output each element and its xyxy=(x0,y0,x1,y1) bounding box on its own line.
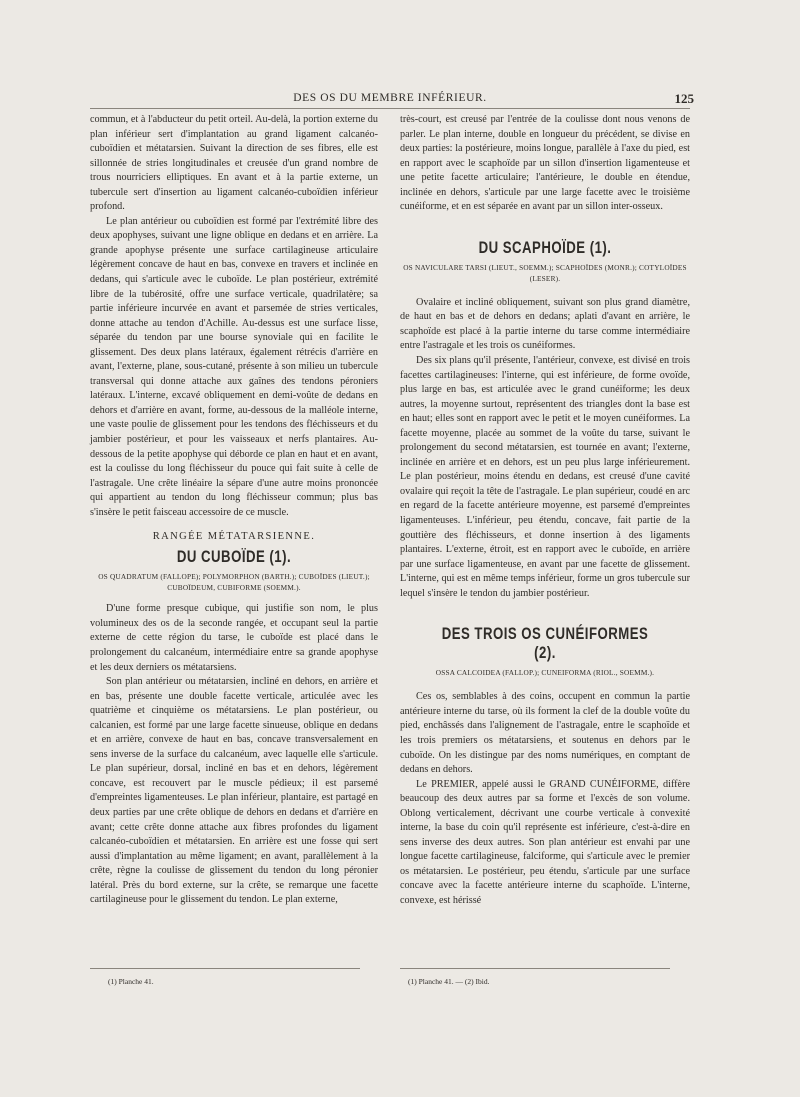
paragraph: Ces os, semblables à des coins, occupent en commun la partie antérieure interne du tarse, où ils forment la clef de la double voûte du pied, enchâssés dans l'alignement de l'astragale, entre le scaphoïde et les trois premiers os métatarsiens, et soutenus en dehors par le cuboïde. On les distingue par des noms numériques, en comptant de dedans en dehors. xyxy=(400,691,690,776)
synonyms-cuneiformes: OSSA CALCOIDEA (FALLOP.); CUNEIFORMA (RIOL., SOEMM.). xyxy=(435,668,655,678)
right-column xyxy=(400,113,690,909)
section-heading-cuneiformes: DES TROIS OS CUNÉIFORMES (2). xyxy=(441,625,649,663)
page-number: 125 xyxy=(674,91,694,106)
paragraph: Ovalaire et incliné obliquement, suivant son plus grand diamètre, de haut en bas et de dehors en dedans; aplati d'avant en arrière, le scaphoïde est placé à la partie interne du tarse comme intermédiaire entre l'astragale et les trois os cunéiformes. xyxy=(400,296,690,352)
paragraph: très-court, est creusé par l'entrée de la coulisse dont nous venons de parler. Le plan interne, double en longueur du précédent, se divise en deux parties: la postérieure, moins longue, parallèle à l'axe du pied, est en rapport avec le scaphoïde par un sillon d'insertion ligamenteuse et une petite facette articulaire; l'antérieure, le double en étendue, inclinée en dehors, s'articule par une large facette avec le troisième cunéiforme, et en est séparée en avant par un sillon inter-osseux. xyxy=(400,114,690,213)
footnote-rule-right xyxy=(400,968,670,969)
synonyms-cuboide: OS QUADRATUM (FALLOPE); POLYMORPHON (BARTH.); CUBOÏDES (LIEUT.); CUBOÏDEUM, CUBIFORME (SOEMM.). xyxy=(98,572,370,593)
paragraph: Le plan antérieur ou cuboïdien est formé par l'extrémité libre des deux apophyses, suivant une ligne oblique en dedans et en arrière. La grande apophyse présente une surface cartilagineuse articulaire légèrement concave de haut en bas, convexe en travers et inclinée en dedans, qui s'articule avec le cuboïde. Le plan postérieur, extrémité libre de la tubérosité, offre une surface verticale, quadrilatère; sa partie inférieure incurvée en avant et parsemée de stries verticales, donne attache au tendon d'Achille. Au-dessus est une surface lisse, séparée du tendon par une bourse synoviale qui en facilite le glissement. Des deux plans latéraux, également rétrécis d'arrière en avant, l'externe, plane, sous-cutané, présente à son milieu un tubercule transversal qui donne attache aux gaînes des tendons péroniers latéraux. L'interne, excavé obliquement en demi-voûte de dedans en dehors et d'arrière en avant, forme, au-dessous de la malléole interne, une vaste poulie de glissement pour les tendons des fléchisseurs et du jambier postérieur, et pour les vaisseaux et nerfs plantaires. Au-dessous de la petite apophyse qui déborde ce plan en haut et en avant, est la coulisse du long fléchisseur du pouce qui fait suite à celle de l'astragale. Une crête linéaire la sépare d'une autre moins prononcée qui appartient au tendon du long fléchisseur commun; plus bas s'insère le petit faisceau accessoire de ce muscle. xyxy=(90,215,378,518)
section-heading-scaphoide: DU SCAPHOÏDE (1). xyxy=(478,238,612,257)
running-head xyxy=(90,91,694,106)
synonyms-scaphoide: OS NAVICULARE TARSI (LIEUT., SOEMM.); SCAPHOÏDES (MONR.); COTYLOÏDES (LESER). xyxy=(403,262,687,283)
running-title: DES OS DU MEMBRE INFÉRIEUR. xyxy=(293,92,487,104)
header-rule xyxy=(90,108,690,109)
footnote-rule-left xyxy=(90,968,360,969)
paragraph: Des six plans qu'il présente, l'antérieur, convexe, est divisé en trois facettes cartilagineuses: l'interne, qui est inférieure, de forme ovoïde, plus large en bas, est articulée avec le grand cunéiforme; les deux autres, la moyenne surtout, représentent des triangles dont la base est en haut; elles sont en rapport avec le petit et le moyen cunéiformes. La facette moyenne, placée au sommet de la voûte du tarse, suivant le prolongement du second métatarsien, est tournée en avant; l'externe, inclinée en arrière et en dehors, est un peu plus large inférieurement. Le plan postérieur, moins étendu en dedans, est creusé d'une cavité ovalaire qui reçoit la tête de l'astragale. Le plan supérieur, coudé en arc en regard de la facette antérieure moyenne, est parsemé d'empreintes ligamenteuses. L'inférieur, peu étendu, concave, fait partie de la gouttière des fléchisseurs, et donne insertion à des ligaments plantaires. L'externe, étroit, est en rapport avec le cuboïde, en arrière par une surface ligamenteuse, en avant par une facette de glissement. L'interne, qui est en même temps inférieur, forme un gros tubercule sur lequel s'insère le tendon du jambier postérieur. xyxy=(400,355,690,599)
footnote-left: (1) Planche 41. xyxy=(108,977,154,986)
section-heading-cuboide: DU CUBOÏDE (1). xyxy=(176,548,292,567)
paragraph: D'une forme presque cubique, qui justifie son nom, le plus volumineux des os de la seconde rangée, et occupant seul la partie externe de cette région du tarse, le cuboïde est placé dans le prolongement du calcanéum, intermédiaire entre sa grande apophyse et les deux derniers os métatarsiens. xyxy=(90,603,378,673)
paragraph: Le PREMIER, appelé aussi le GRAND CUNÉIFORME, diffère beaucoup des deux autres par sa forme et l'excès de son volume. Oblong verticalement, décrivant une courbe verticale à convexité interne, la base du coin qu'il représente est inférieure, c'est-à-dire en sens inverse des deux autres. Son plan antérieur est envahi par une longue facette cartilagineuse, falciforme, qui s'articule avec le premier os métatarsien. Le postérieur, peu étendu, s'articule par une surface concave avec la facette antérieure interne du scaphoïde. L'interne, convexe, est hérissé xyxy=(400,778,690,906)
footnote-right: (1) Planche 41. — (2) Ibid. xyxy=(408,977,490,986)
paragraph: Son plan antérieur ou métatarsien, incliné en dehors, en arrière et en bas, présente une double facette verticale, articulée avec les quatrième et cinquième os métatarsiens. Le plan postérieur, ou calcanien, est formé par une large facette sinueuse, oblique en dedans et en arrière, convexe de haut en bas, concave transversalement en sens inverse de la surface du calcanéum, avec laquelle elle s'articule. Le plan supérieur, dorsal, incliné en bas et en dehors, légèrement concave, est recouvert par le muscle pédieux; il est parsemé d'empreintes ligamenteuses. Le plan inférieur, plantaire, est partagé en deux parties par une crête oblique de dehors en dedans et d'arrière en avant; cette crête donne attache aux fibres profondes du ligament calcanéo-cuboïdien et métatarsien. En arrière est une fosse qui sert aussi d'implantation au même ligament; en avant, parallèlement à la crête, règne la coulisse de glissement du tendon du long péronier latéral. Près du bord externe, sur la crête, se remarque une facette cartilagineuse pour le glissement du tendon. Le plan externe, xyxy=(90,676,378,906)
section-heading-rangee: RANGÉE MÉTATARSIENNE. xyxy=(152,531,316,543)
left-column xyxy=(90,113,378,908)
paragraph: commun, et à l'abducteur du petit orteil. Au-delà, la portion externe du plan inférieur sert d'implantation au grand ligament calcanéo-cuboïdien et métatarsien. Suivant la direction de ses fibres, elle est sillonnée de stries longitudinales et creusée d'un grand nombre de trous nourriciers elliptiques. En avant et à la partie externe, un tubercule sert d'insertion au ligament calcanéo-cuboïdien inférieur profond. xyxy=(90,114,378,213)
